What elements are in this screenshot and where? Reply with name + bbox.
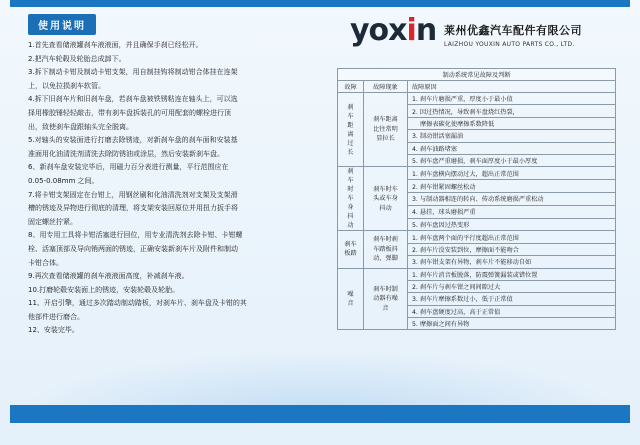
fault-cause: 摩擦表碳化使摩擦系数降低 xyxy=(408,117,616,129)
fault-cause: 1. 刹车片磨损严重，厚度小于最小值 xyxy=(408,93,616,105)
fault-table xyxy=(337,68,616,330)
header-cause: 故障原因 xyxy=(408,81,616,93)
instruction-line: 0.05-0.08mm 之间。 xyxy=(28,176,99,185)
fault-cause: 2. 因过热情况，导致刹车盘烧红热裂， xyxy=(408,105,616,117)
fault-cause: 3. 与制动器相连的转向、传动系统磨损严重松动 xyxy=(408,192,616,205)
instruction-line: 10.打磨轮毂安装面上的锈迹，安装轮毂及轮胎。 xyxy=(28,285,180,294)
header-fault: 故障 xyxy=(338,81,364,93)
fault-name: 刹车距离过长 xyxy=(338,93,364,167)
instruction-line: 3.拆下制动卡钳及制动卡钳支架，用自制挂钩将制动钳合体挂在连架 xyxy=(28,68,238,77)
brand-logo xyxy=(350,13,437,48)
instruction-line: 9.再次查看储液罐的刹车液液面高度，补减刹车液。 xyxy=(28,272,189,281)
fault-cause: 5. 刹车盘因过热变形 xyxy=(408,218,616,231)
instruction-line: 出，致使刹车盘跟轴头完全脱离。 xyxy=(28,122,133,131)
decorative-swoosh xyxy=(10,350,630,410)
instruction-line: 7.将卡钳支架固定在台钳上，用钢丝刷和化油清洗剂对支架及支架滑 xyxy=(28,190,238,199)
fault-cause: 1. 刹车盘横向摆动过大，超出正常范围 xyxy=(408,167,616,180)
fault-cause: 2. 刹车片没安装到位，摩擦面不能吻合 xyxy=(408,243,616,255)
instruction-line: 2.把汽车轮毂及轮胎总成卸下。 xyxy=(28,54,126,63)
fault-cause: 2. 刹车钳紧固螺丝松动 xyxy=(408,180,616,193)
fault-cause: 4. 悬挂，球头磨损严重 xyxy=(408,205,616,218)
instruction-line: 6、新刹车盘安装完毕后，用磁力百分表进行测量，平行范围应在 xyxy=(28,163,229,172)
fault-cause: 2. 刹车片与刹车钳之间间隙过大 xyxy=(408,280,616,292)
instruction-line: 4.拆下旧刹车片和旧刹车盘，若刹车盘被铁锈粘连在轴头上，可以选 xyxy=(28,95,238,104)
fault-cause: 1. 刹车片消音板脱落，防震弹簧漏装或错位置 xyxy=(408,268,616,280)
instruction-line: 栓、活塞顶部及导向销两面的锈迹，正确安装新刹车片及附件和制动 xyxy=(28,244,238,253)
instruction-line: 12、安装完毕。 xyxy=(28,326,79,335)
instruction-line: 他部件进行磨合。 xyxy=(28,312,84,321)
fault-symptom: 刹车时车头或车身抖动 xyxy=(364,167,408,231)
instruction-line: 择用橡胶锤轻轻敲击，带有刹车盘拆装孔的可用配套的螺栓进行顶 xyxy=(28,108,231,117)
instruction-line: 固定螺丝拧紧。 xyxy=(28,217,77,226)
instruction-steps xyxy=(28,39,318,338)
instruction-line: 11、开启引擎，通过多次踏动制动踏板，对刹车片、刹车盘及卡钳的其 xyxy=(28,299,247,308)
fault-name: 刹车板踏 xyxy=(338,231,364,268)
fault-symptom: 刹车时刹车踏板抖动，弹脚 xyxy=(364,231,408,268)
bottom-blue-band xyxy=(10,405,630,423)
fault-cause: 3. 制动钳活塞漏油 xyxy=(408,130,616,142)
instruction-line: 上，以免拉损刹车软管。 xyxy=(28,81,105,90)
logo-wordmark: yoxin xyxy=(350,13,437,48)
fault-cause: 3. 刹车钳支架有异物，刹车片不能移动自如 xyxy=(408,256,616,268)
instruction-line: 5.对轴头的安装面进行打磨去除锈迹，对新刹车盘的刹车面和安装基 xyxy=(28,136,238,145)
header-symptom: 故障现象 xyxy=(364,81,408,93)
instruction-line: 8、用专用工具将卡钳活塞进行回位，用专业清洗剂去除卡钳、卡钳螺 xyxy=(28,231,243,240)
company-name-en: LAIZHOU YOUXIN AUTO PARTS CO., LTD. xyxy=(444,41,575,48)
instruction-line: 准面用化油清洗剂清洗去除防锈油或涂层，然后安装新刹车盘。 xyxy=(28,149,224,158)
fault-cause: 4. 刹车油路堵塞 xyxy=(408,142,616,154)
top-blue-band xyxy=(10,0,630,7)
fault-cause: 5. 刹车盘严重磨损，刹车面厚度小于最小厚度 xyxy=(408,154,616,166)
instruction-line: 1.首先查看储液罐刹车液液面，并且确保手刹已经松开。 xyxy=(28,41,203,49)
fault-name: 噪音 xyxy=(338,268,364,330)
company-name-cn: 莱州优鑫汽车配件有限公司 xyxy=(444,24,582,37)
fault-symptom: 刹车时制动器有噪音 xyxy=(364,268,408,330)
fault-cause: 4. 刹车盘硬度过高，高于正常值 xyxy=(408,305,616,317)
instructions-panel xyxy=(28,14,318,338)
fault-cause: 5. 摩擦面之间有异物 xyxy=(408,318,616,330)
company-block xyxy=(444,22,582,48)
instructions-title: 使用说明 xyxy=(28,14,96,35)
fault-symptom: 刹车距离比往常明显拉长 xyxy=(364,93,408,167)
fault-cause: 1. 刹车盘两个面的平行度超出正常范围 xyxy=(408,231,616,243)
fault-table-wrapper xyxy=(337,68,615,330)
instruction-line: 卡钳合体。 xyxy=(28,258,63,267)
instruction-line: 槽的锈迹及异物进行彻底的清理，将支架安装回原位并用扭力扳手将 xyxy=(28,204,238,213)
fault-cause: 3. 刹车片摩擦系数过小，低于正常值 xyxy=(408,293,616,305)
table-caption: 制动系统常见故障及判断 xyxy=(338,69,616,81)
fault-name: 刹车时车身抖动 xyxy=(338,167,364,231)
